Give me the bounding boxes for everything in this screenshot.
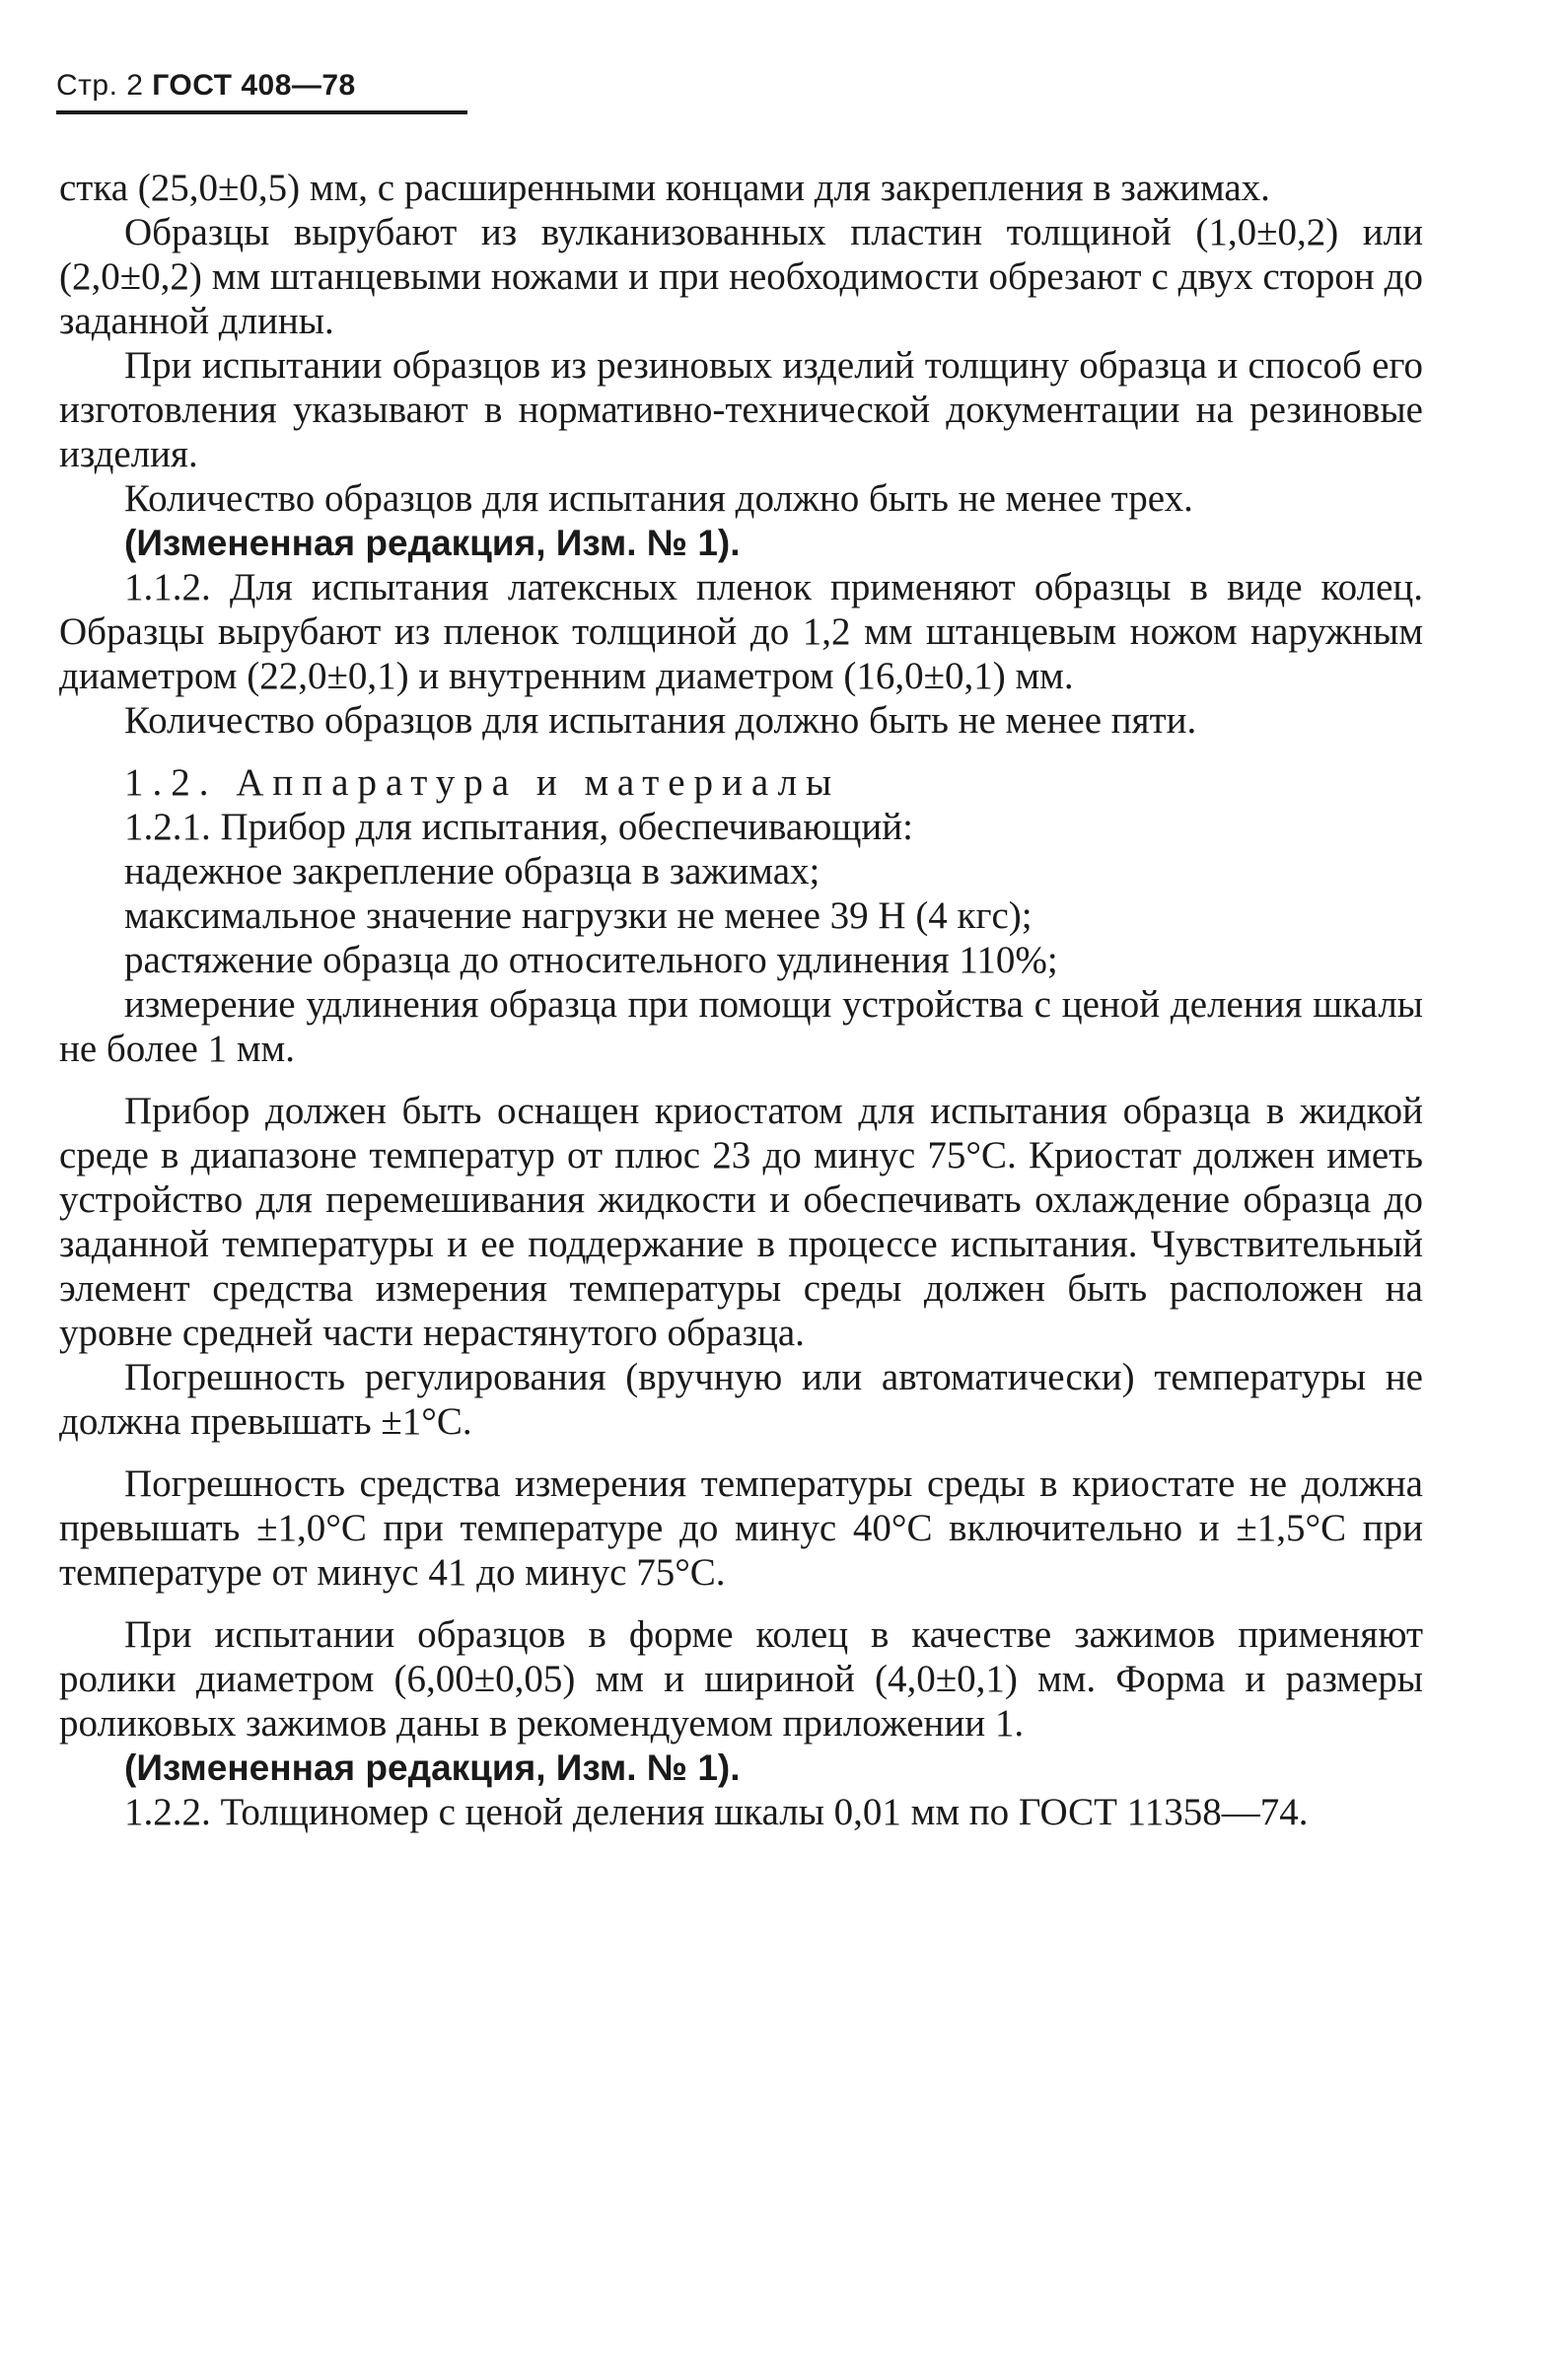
paragraph: При испытании образцов в форме колец в качестве зажимов применяют ролики диаметром (6,00±0,05) мм и шириной (4,0±0,1) мм. Форма и размеры роликовых зажимов даны в рекомендуемом приложении 1.	[59, 1613, 1423, 1745]
page-header	[56, 69, 356, 103]
paragraph: стка (25,0±0,5) мм, с расширенными концами для закрепления в зажимах.	[59, 167, 1270, 209]
paragraph: При испытании образцов из резиновых изделий толщину образца и способ его изготовления указывают в нормативно-технической документации на резиновые изделия.	[59, 344, 1423, 475]
paragraph: Погрешность регулирования (вручную или автоматически) температуры не должна превышать ±1°С.	[59, 1356, 1423, 1443]
paragraph: Образцы вырубают из вулканизованных пластин толщиной (1,0±0,2) или (2,0±0,2) мм штанцевыми ножами и при необходимости обрезают с двух сторон до заданной длины.	[59, 211, 1423, 342]
paragraph: Погрешность средства измерения температуры среды в криостате не должна превышать ±1,0°С при температуре до минус 40°С включительно и ±1,5°С при температуре от минус 41 до минус 75°С.	[59, 1462, 1423, 1594]
header-rule	[56, 110, 467, 114]
list-item: надежное закрепление образца в зажимах;	[124, 850, 820, 892]
amendment-note: (Измененная редакция, Изм. № 1).	[124, 523, 741, 563]
paragraph: Количество образцов для испытания должно быть не менее пяти.	[124, 699, 1197, 742]
section-heading: 1.2. Аппаратура и материалы	[124, 761, 841, 804]
document-body	[59, 166, 1423, 1834]
clause-1-1-2: 1.1.2. Для испытания латексных пленок применяют образцы в виде колец. Образцы вырубают из пленок толщиной до 1,2 мм штанцевым ножом наружным диаметром (22,0±0,1) и внутренним диаметром (16,0±0,1) мм.	[59, 566, 1423, 697]
list-item: максимальное значение нагрузки не менее 39 Н (4 кгс);	[124, 894, 1033, 937]
clause-1-2-1: 1.2.1. Прибор для испытания, обеспечивающий:	[124, 806, 913, 848]
paragraph: Прибор должен быть оснащен криостатом для испытания образца в жидкой среде в диапазоне температур от плюс 23 до минус 75°С. Криостат должен иметь устройство для перемешивания жидкости и обеспечивать охлаждение образца до заданной температуры и ее поддержание в процессе испытания. Чувствительный элемент средства измерения температуры среды должен быть расположен на уровне средней части нерастянутого образца.	[59, 1090, 1423, 1354]
amendment-note: (Измененная редакция, Изм. № 1).	[124, 1747, 741, 1788]
page-number: Стр. 2	[56, 69, 144, 102]
list-item: растяжение образца до относительного удлинения 110%;	[124, 939, 1058, 981]
standard-code: ГОСТ 408—78	[152, 69, 356, 102]
list-item: измерение удлинения образца при помощи устройства с ценой деления шкалы не более 1 мм.	[59, 983, 1423, 1070]
clause-1-2-2: 1.2.2. Толщиномер с ценой деления шкалы 0,01 мм по ГОСТ 11358—74.	[124, 1791, 1309, 1833]
paragraph: Количество образцов для испытания должно быть не менее трех.	[124, 477, 1193, 520]
